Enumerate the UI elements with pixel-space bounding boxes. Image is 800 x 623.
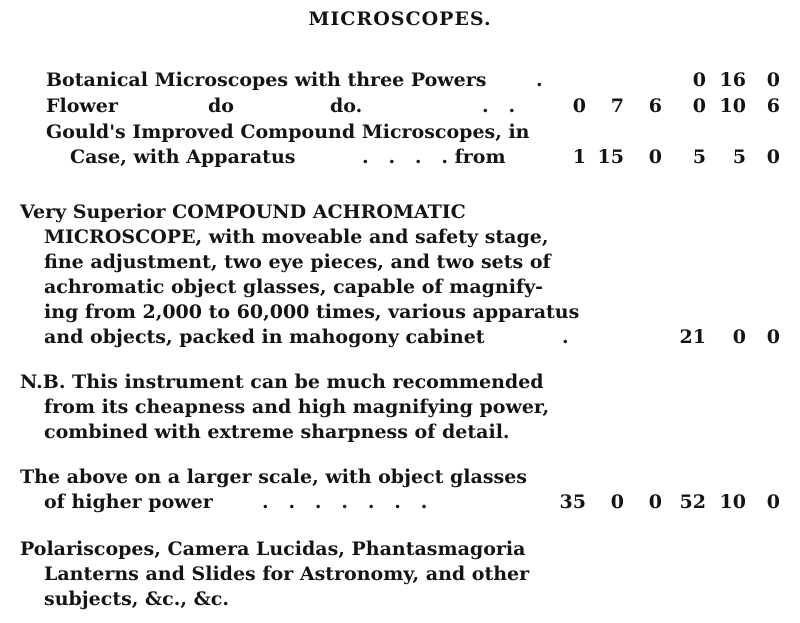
- entry-achromatic-line-4: achromatic object glasses, capable of magnify-: [44, 276, 544, 298]
- entry-larger-price2-shillings: 10: [719, 491, 746, 513]
- entry-flower-price2-shillings: 10: [719, 95, 746, 117]
- entry-flower-ditto-1: do: [208, 95, 234, 117]
- entry-polariscopes-line-3: subjects, &c., &c.: [44, 588, 229, 610]
- entry-larger-price2-pence: 0: [766, 491, 780, 513]
- entry-larger-line-1: The above on a larger scale, with object glasses: [20, 466, 527, 488]
- entry-flower-leader: . .: [482, 95, 516, 117]
- entry-goulds-price1-shillings: 15: [597, 146, 624, 168]
- entry-goulds-line-1: Gould's Improved Compound Microscopes, in: [46, 121, 530, 143]
- entry-botanical-price2-pounds: 0: [692, 69, 706, 91]
- entry-polariscopes-line-1: Polariscopes, Camera Lucidas, Phantasmagoria: [20, 538, 526, 560]
- entry-note-line-1: N.B. This instrument can be much recommended: [20, 371, 544, 393]
- entry-flower-price1-pounds: 0: [572, 95, 586, 117]
- entry-note-line-2: from its cheapness and high magnifying power,: [44, 396, 550, 418]
- entry-achromatic-line-1: Very Superior COMPOUND ACHROMATIC: [20, 201, 466, 223]
- entry-note-line-3: combined with extreme sharpness of detail.: [44, 421, 510, 443]
- entry-goulds-price2-shillings: 5: [732, 146, 746, 168]
- entry-achromatic-line-3: fine adjustment, two eye pieces, and two sets of: [44, 251, 551, 273]
- entry-larger-price1-pence: 0: [648, 491, 662, 513]
- entry-goulds-line-2: Case, with Apparatus: [70, 146, 296, 168]
- entry-larger-line-2: of higher power: [44, 491, 213, 513]
- entry-flower-ditto-2: do.: [330, 95, 363, 117]
- entry-flower-price2-pence: 6: [766, 95, 780, 117]
- entry-goulds-price1-pence: 0: [648, 146, 662, 168]
- entry-goulds-leader: . . . . from: [362, 146, 506, 168]
- entry-flower-price1-shillings: 7: [610, 95, 624, 117]
- entry-flower-word: Flower: [46, 95, 118, 117]
- entry-larger-price2-pounds: 52: [679, 491, 706, 513]
- entry-achromatic-price2-pence: 0: [766, 326, 780, 348]
- entry-goulds-price2-pence: 0: [766, 146, 780, 168]
- entry-goulds-price1-pounds: 1: [572, 146, 586, 168]
- entry-larger-price1-pounds: 35: [559, 491, 586, 513]
- entry-achromatic-line-5: ing from 2,000 to 60,000 times, various apparatus: [44, 301, 580, 323]
- entry-achromatic-line-2: MICROSCOPE, with moveable and safety stage,: [44, 226, 549, 248]
- entry-botanical-line-1: Botanical Microscopes with three Powers: [46, 69, 487, 91]
- entry-polariscopes-line-2: Lanterns and Slides for Astronomy, and other: [44, 563, 530, 585]
- entry-botanical-price2-shillings: 16: [719, 69, 746, 91]
- entry-larger-price1-shillings: 0: [610, 491, 624, 513]
- entry-larger-leader: . . . . . . .: [262, 491, 428, 513]
- entry-achromatic-price2-pounds: 21: [679, 326, 706, 348]
- entry-botanical-leader: .: [536, 69, 543, 91]
- page-title: MICROSCOPES.: [308, 8, 492, 30]
- entry-achromatic-line-6: and objects, packed in mahogony cabinet: [44, 326, 485, 348]
- entry-achromatic-price2-shillings: 0: [732, 326, 746, 348]
- entry-flower-price2-pounds: 0: [692, 95, 706, 117]
- entry-botanical-price2-pence: 0: [766, 69, 780, 91]
- entry-goulds-price2-pounds: 5: [692, 146, 706, 168]
- entry-flower-price1-pence: 6: [648, 95, 662, 117]
- entry-achromatic-leader: .: [562, 326, 569, 348]
